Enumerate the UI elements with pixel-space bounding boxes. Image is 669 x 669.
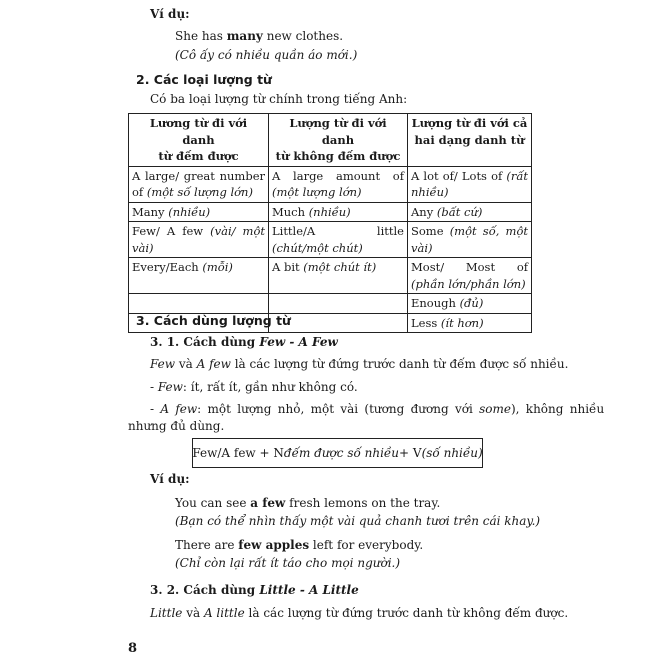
- table-row: [129, 294, 532, 314]
- table-cell: Any (bất cứ): [408, 202, 532, 222]
- table-cell: Some (một số, một vài): [408, 222, 532, 258]
- paragraph: Little và A little là các lượng từ đứng trước danh từ không đếm được.: [150, 606, 569, 620]
- table-cell: Few/ A few (vài/ một vài): [129, 222, 269, 258]
- example-translation: (Bạn có thể nhìn thấy một vài quả chanh tươi trên cái khay.): [175, 514, 541, 528]
- example-sentence: She has many new clothes.: [175, 29, 344, 43]
- example-translation: (Cô ấy có nhiều quần áo mới.): [175, 48, 358, 62]
- table-cell: Little/A little (chút/một chút): [269, 222, 408, 258]
- table-row: [129, 222, 532, 258]
- table-cell: A large/ great number of (một số lượng lớn): [129, 166, 269, 202]
- example-label: Ví dụ:: [150, 7, 190, 21]
- table-cell: [269, 294, 408, 314]
- table-cell: Many (nhiều): [129, 202, 269, 222]
- table-cell: Most/ Most of (phần lớn/phần lớn): [408, 258, 532, 294]
- table-row: [129, 166, 532, 202]
- paragraph: - Few: ít, rất ít, gần như không có.: [150, 380, 358, 394]
- example-translation: (Chỉ còn lại rất ít táo cho mọi người.): [175, 556, 401, 570]
- section-heading: 3. Cách dùng lượng từ: [136, 313, 291, 328]
- section-heading: 2. Các loại lượng từ: [136, 72, 272, 87]
- table-cell: Every/Each (mỗi): [129, 258, 269, 294]
- quantifier-table: [128, 113, 532, 333]
- table-cell: Much (nhiều): [269, 202, 408, 222]
- paragraph: Few và A few là các lượng từ đứng trước danh từ đếm được số nhiều.: [150, 357, 569, 371]
- formula-box: Few/A few + N đếm được số nhiều + V (số nhiều): [192, 438, 483, 468]
- table-row: [129, 202, 532, 222]
- example-label: Ví dụ:: [150, 472, 190, 486]
- subsection-heading: 3. 2. Cách dùng Little - A Little: [150, 583, 359, 597]
- header-uncountable: Lượng từ đi với danh từ không đếm được: [269, 114, 408, 167]
- header-countable: Lương từ đi với danh từ đếm được: [129, 114, 269, 167]
- section-intro: Có ba loại lượng từ chính trong tiếng Anh:: [150, 92, 408, 106]
- paragraph-continued: nhưng đủ dùng.: [128, 419, 225, 433]
- subsection-heading: 3. 1. Cách dùng Few - A Few: [150, 335, 338, 349]
- table-row: [129, 258, 532, 294]
- header-both: Lượng từ đi với cả hai dạng danh từ: [408, 114, 532, 167]
- table-cell: [129, 294, 269, 314]
- table-cell: A large amount of (một lượng lớn): [269, 166, 408, 202]
- table-cell: A bit (một chút ít): [269, 258, 408, 294]
- example-sentence: You can see a few fresh lemons on the tray.: [175, 496, 441, 510]
- table-cell: A lot of/ Lots of (rất nhiều): [408, 166, 532, 202]
- table-cell: Less (ít hơn): [408, 313, 532, 333]
- page-number: 8: [128, 641, 138, 656]
- paragraph: - A few: một lượng nhỏ, một vài (tương đương với some), không nhiều: [150, 402, 605, 416]
- example-sentence: There are few apples left for everybody.: [175, 538, 424, 552]
- table-header-row: [129, 114, 532, 167]
- table-cell: Enough (đủ): [408, 294, 532, 314]
